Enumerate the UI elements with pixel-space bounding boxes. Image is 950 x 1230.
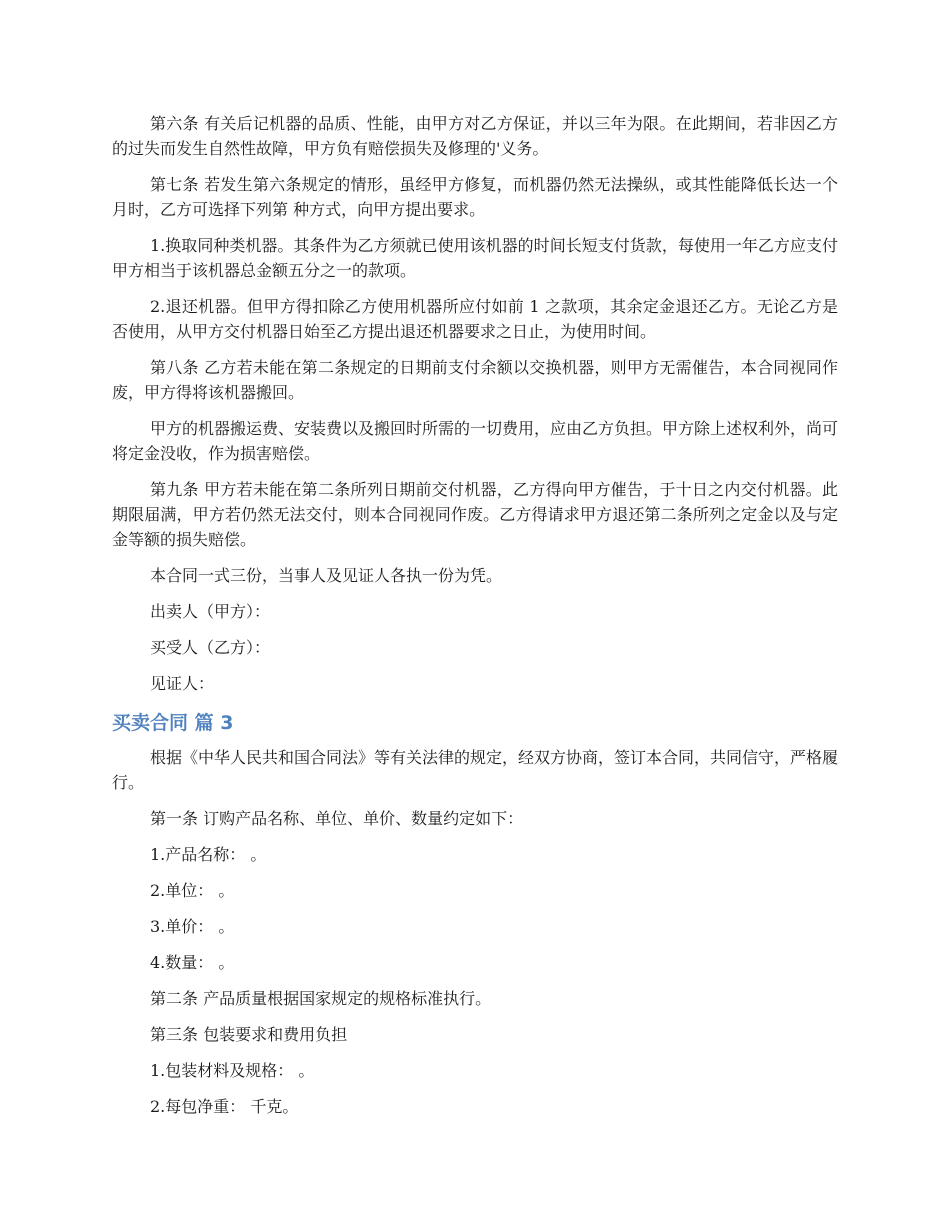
- copies-paragraph: 本合同一式三份，当事人及见证人各执一份为凭。: [150, 566, 503, 585]
- article-8-paragraph: 第八条 乙方若未能在第二条规定的日期前支付余额以交换机器，则甲方无需催告，本合同视同作废，甲方得将该机器搬回。: [112, 358, 838, 402]
- quantity-line: 4.数量： 。: [150, 953, 235, 972]
- section-heading: 买卖合同 篇 3: [112, 712, 234, 734]
- article-3-paragraph: 第三条 包装要求和费用负担: [150, 1025, 348, 1044]
- witness-signature-line: 见证人：: [150, 674, 215, 693]
- packaging-material-line: 1.包装材料及规格： 。: [150, 1061, 315, 1080]
- unit-price-line: 3.单价： 。: [150, 917, 235, 936]
- unit-line: 2.单位： 。: [150, 881, 235, 900]
- product-name-line: 1.产品名称： 。: [150, 845, 267, 864]
- article-1-paragraph: 第一条 订购产品名称、单位、单价、数量约定如下：: [150, 809, 524, 828]
- costs-paragraph: 甲方的机器搬运费、安装费以及搬回时所需的一切费用，应由乙方负担。甲方除上述权利外，尚可将定金没收，作为损害赔偿。: [112, 419, 839, 463]
- preamble-paragraph: 根据《中华人民共和国合同法》等有关法律的规定，经双方协商，签订本合同，共同信守，严格履行。: [112, 748, 839, 792]
- option-2-paragraph: 2.退还机器。但甲方得扣除乙方使用机器所应付如前 1 之款项，其余定金退还乙方。无论乙方是否使用，从甲方交付机器日始至乙方提出退还机器要求之日止，为使用时间。: [112, 297, 838, 341]
- article-2-paragraph: 第二条 产品质量根据国家规定的规格标准执行。: [150, 989, 492, 1008]
- document-body: [112, 111, 838, 1130]
- article-9-paragraph: 第九条 甲方若未能在第二条所列日期前交付机器，乙方得向甲方催告，于十日之内交付机器。此期限届满，甲方若仍然无法交付，则本合同视同作废。乙方得请求甲方退还第二条所列之定金以及与定金等额的损失赔偿。: [112, 480, 838, 549]
- article-6-paragraph: 第六条 有关后记机器的品质、性能，由甲方对乙方保证，并以三年为限。在此期间，若非因乙方的过失而发生自然性故障，甲方负有赔偿损失及修理的'义务。: [112, 114, 838, 158]
- article-7-paragraph: 第七条 若发生第六条规定的情形，虽经甲方修复，而机器仍然无法操纵，或其性能降低长达一个月时，乙方可选择下列第 种方式，向甲方提出要求。: [112, 175, 838, 219]
- option-1-paragraph: 1.换取同种类机器。其条件为乙方须就已使用该机器的时间长短支付货款，每使用一年乙方应支付甲方相当于该机器总金额五分之一的款项。: [112, 236, 838, 280]
- buyer-signature-line: 买受人（乙方）：: [150, 638, 271, 657]
- net-weight-line: 2.每包净重： 千克。: [150, 1097, 299, 1116]
- seller-signature-line: 出卖人（甲方）：: [150, 602, 271, 621]
